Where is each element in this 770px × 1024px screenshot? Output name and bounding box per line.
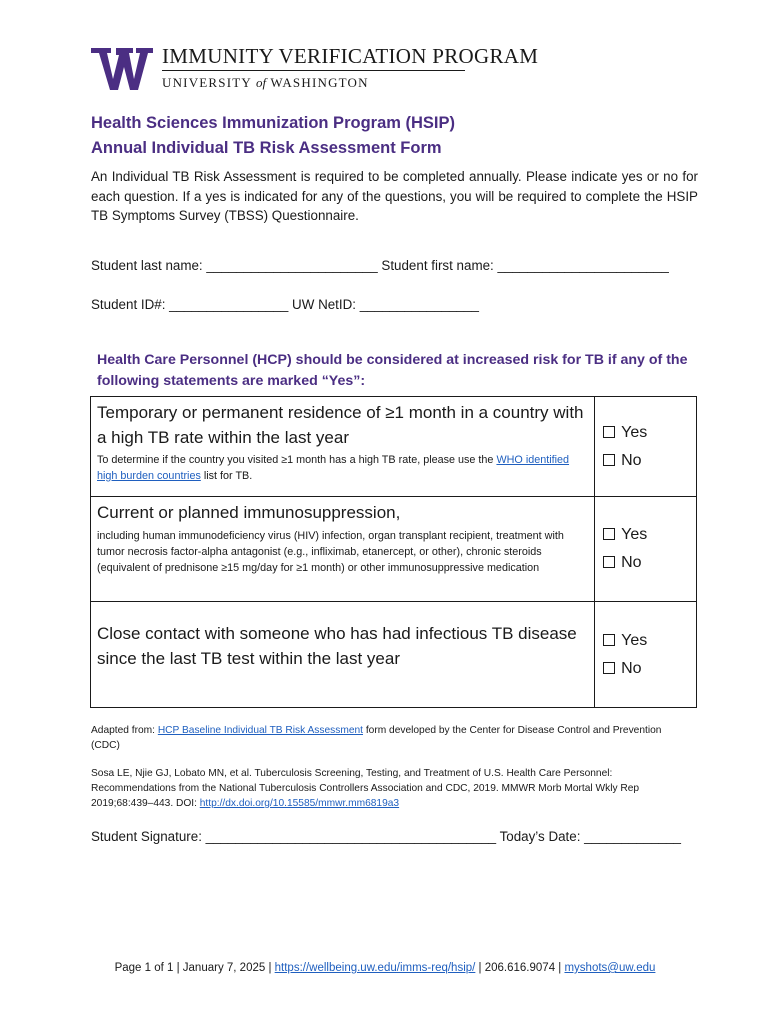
university-name: UNIVERSITY of WASHINGTON xyxy=(162,75,369,90)
question-row xyxy=(91,602,697,708)
hsip-website-link[interactable]: https://wellbeing.uw.edu/imms-req/hsip/ xyxy=(274,962,476,974)
doi-link[interactable]: http://dx.doi.org/10.15585/mmwr.mm6819a3 xyxy=(199,798,400,809)
question-text: Current or planned immunosuppression, xyxy=(97,503,401,522)
yes-option[interactable]: Yes xyxy=(603,627,696,655)
no-option[interactable]: No xyxy=(603,549,696,577)
form-title-program: Health Sciences Immunization Program (HSIP) xyxy=(91,114,455,132)
header-divider xyxy=(162,70,465,71)
question-text: Close contact with someone who has had infectious TB disease since the last TB test within the last year xyxy=(97,624,577,668)
question-text: Temporary or permanent residence of ≥1 month in a country with a high TB rate within the last year xyxy=(97,403,584,447)
yes-option[interactable]: Yes xyxy=(603,419,696,447)
hcp-baseline-link[interactable]: HCP Baseline Individual TB Risk Assessment xyxy=(157,725,363,736)
answer-cell xyxy=(595,497,697,602)
question-note: To determine if the country you visited ≥1 month has a high TB rate, please use the WHO identified high burden countries list for TB. xyxy=(97,454,570,482)
question-note: including human immunodeficiency virus (HIV) infection, organ transplant recipient, treatment with tumor necrosis factor-alpha antagonist (e.g., infliximab, etanercept, or other), chronic steroids (equivalent of prednisone ≥15 mg/day for ≥1 month) or other immunosuppressive medication xyxy=(97,529,564,574)
checkbox-icon[interactable] xyxy=(603,426,615,438)
intro-paragraph: An Individual TB Risk Assessment is required to be completed annually. Please indicate yes or no for each question. If a yes is indicated for any of the questions, you will be required to complete the HSIP TB Symptoms Survey (TBSS) Questionnaire. xyxy=(91,169,698,223)
question-cell xyxy=(91,397,595,497)
program-name: IMMUNITY VERIFICATION PROGRAM xyxy=(162,44,539,68)
risk-question-table xyxy=(90,396,697,708)
question-row xyxy=(91,497,697,602)
student-name-fields[interactable]: Student last name: _______________________ Student first name: _______________________ xyxy=(91,258,669,273)
checkbox-icon[interactable] xyxy=(603,454,615,466)
question-row xyxy=(91,397,697,497)
email-link[interactable]: myshots@uw.edu xyxy=(564,962,656,974)
question-cell xyxy=(91,497,595,602)
answer-cell xyxy=(595,397,697,497)
checkbox-icon[interactable] xyxy=(603,556,615,568)
uw-w-logo-icon xyxy=(91,46,153,92)
no-option[interactable]: No xyxy=(603,447,696,475)
question-cell xyxy=(91,602,595,708)
adapted-from-note: Adapted from: HCP Baseline Individual TB Risk Assessment form developed by the Center for Disease Control and Prevention (CDC) xyxy=(91,725,662,751)
hcp-statement: Health Care Personnel (HCP) should be considered at increased risk for TB if any of the following statements are marked “Yes”: xyxy=(97,352,688,389)
citation: Sosa LE, Njie GJ, Lobato MN, et al. Tuberculosis Screening, Testing, and Treatment of U.S. Health Care Personnel: Recommendations from the National Tuberculosis Controllers Association and CDC, 2019. MMWR Morb Mortal Wkly Rep 2019;68:439–443. DOI: http://dx.doi.org/10.15585/mmwr.mm6819a3 xyxy=(91,768,640,809)
answer-cell xyxy=(595,602,697,708)
checkbox-icon[interactable] xyxy=(603,662,615,674)
who-countries-link[interactable]: WHO identified high burden countries xyxy=(97,454,570,482)
checkbox-icon[interactable] xyxy=(603,634,615,646)
signature-date-fields[interactable]: Student Signature: _______________________________________ Today’s Date: _____________ xyxy=(91,829,681,844)
page-footer: Page 1 of 1 | January 7, 2025 | https://wellbeing.uw.edu/imms-req/hsip/ | 206.616.9074 | myshots@uw.edu xyxy=(114,962,656,974)
program-header xyxy=(91,44,539,94)
form-title: Annual Individual TB Risk Assessment Form xyxy=(91,139,442,157)
no-option[interactable]: No xyxy=(603,655,696,683)
yes-option[interactable]: Yes xyxy=(603,521,696,549)
student-id-fields[interactable]: Student ID#: ________________ UW NetID: ________________ xyxy=(91,297,479,312)
checkbox-icon[interactable] xyxy=(603,528,615,540)
